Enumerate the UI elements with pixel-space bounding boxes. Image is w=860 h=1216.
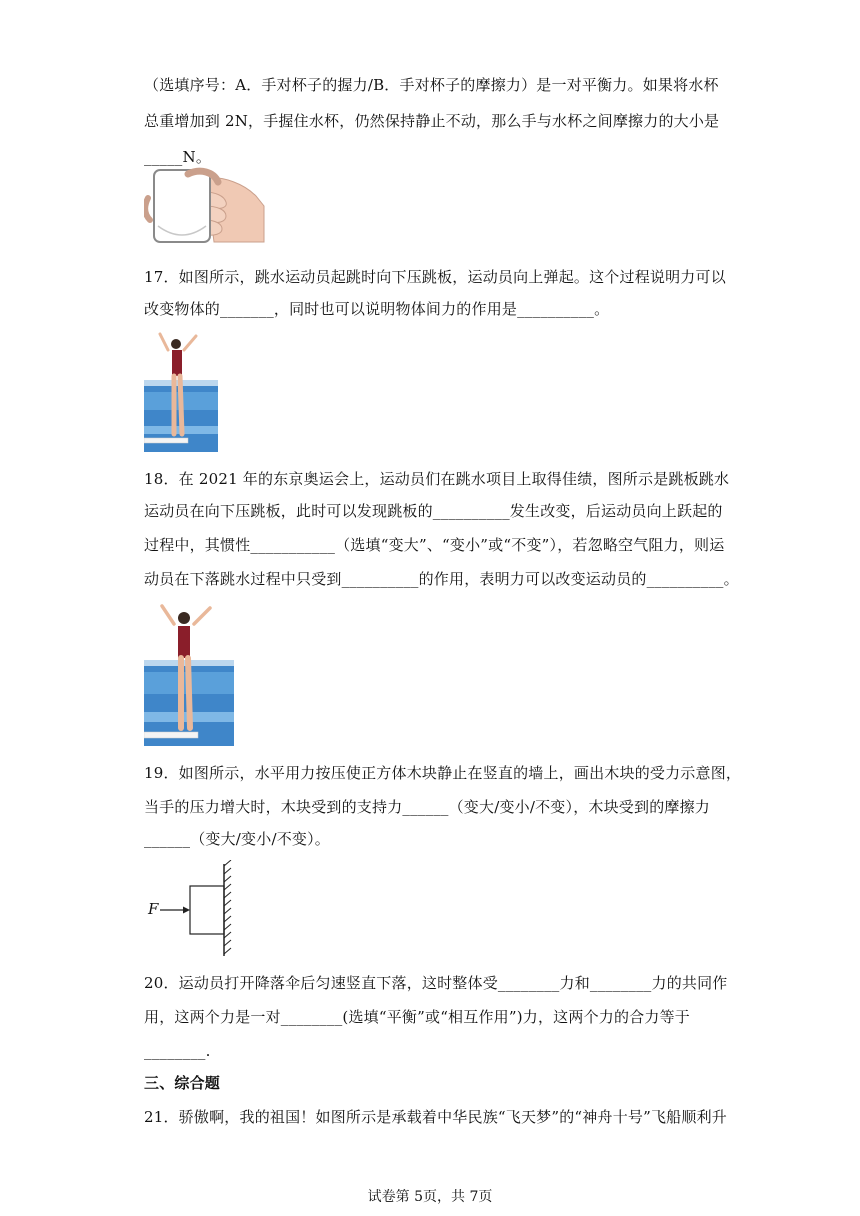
q20-line-1: 20．运动员打开降落伞后匀速竖直下落，这时整体受________力和________力的共同作 (144, 974, 728, 992)
q20-line-3: ________. (144, 1042, 211, 1060)
q16-line-3: _____N。 (144, 148, 212, 166)
q18-line-2: 运动员在向下压跳板，此时可以发现跳板的__________发生改变，后运动员向上跃起的 (144, 502, 723, 520)
q16-line-1: （选填序号：A．手对杯子的握力/B．手对杯子的摩擦力）是一对平衡力。如果将水杯 (144, 76, 719, 94)
diver-figure-2 (144, 600, 234, 746)
q19-line-3: ______（变大/变小/不变）。 (144, 830, 331, 848)
q17-line-2: 改变物体的_______，同时也可以说明物体间力的作用是__________。 (144, 300, 610, 318)
q16-line-2: 总重增加到 2N，手握住水杯，仍然保持静止不动，那么手与水杯之间摩擦力的大小是 (144, 112, 720, 130)
q19-line-1: 19．如图所示，水平用力按压使正方体木块静止在竖直的墙上，画出木块的受力示意图， (144, 764, 742, 782)
force-label: F (148, 900, 159, 918)
q17-line-1: 17．如图所示，跳水运动员起跳时向下压跳板，运动员向上弹起。这个过程说明力可以 (144, 268, 726, 286)
q18-line-4: 动员在下落跳水过程中只受到__________的作用，表明力可以改变运动员的__________。 (144, 570, 739, 588)
q21-line-1: 21．骄傲啊，我的祖国！如图所示是承载着中华民族“飞天梦”的“神舟十号”飞船顺利升 (144, 1108, 727, 1126)
block-wall-figure (144, 860, 240, 960)
cup-hand-figure (144, 166, 266, 248)
section-heading: 三、综合题 (144, 1074, 221, 1092)
q18-line-3: 过程中，其惯性___________（选填“变大”、“变小”或“不变”），若忽略空气阻力，则运 (144, 536, 725, 554)
q19-line-2: 当手的压力增大时，木块受到的支持力______（变大/变小/不变），木块受到的摩擦力 (144, 798, 711, 816)
q20-line-2: 用，这两个力是一对________(选填“平衡”或“相互作用”)力，这两个力的合力等于 (144, 1008, 690, 1026)
q18-line-1: 18．在 2021 年的东京奥运会上，运动员们在跳水项目上取得佳绩，图所示是跳板跳水 (144, 470, 730, 488)
diver-figure-1 (144, 330, 218, 452)
page-footer: 试卷第 5页，共 7页 (367, 1189, 493, 1205)
